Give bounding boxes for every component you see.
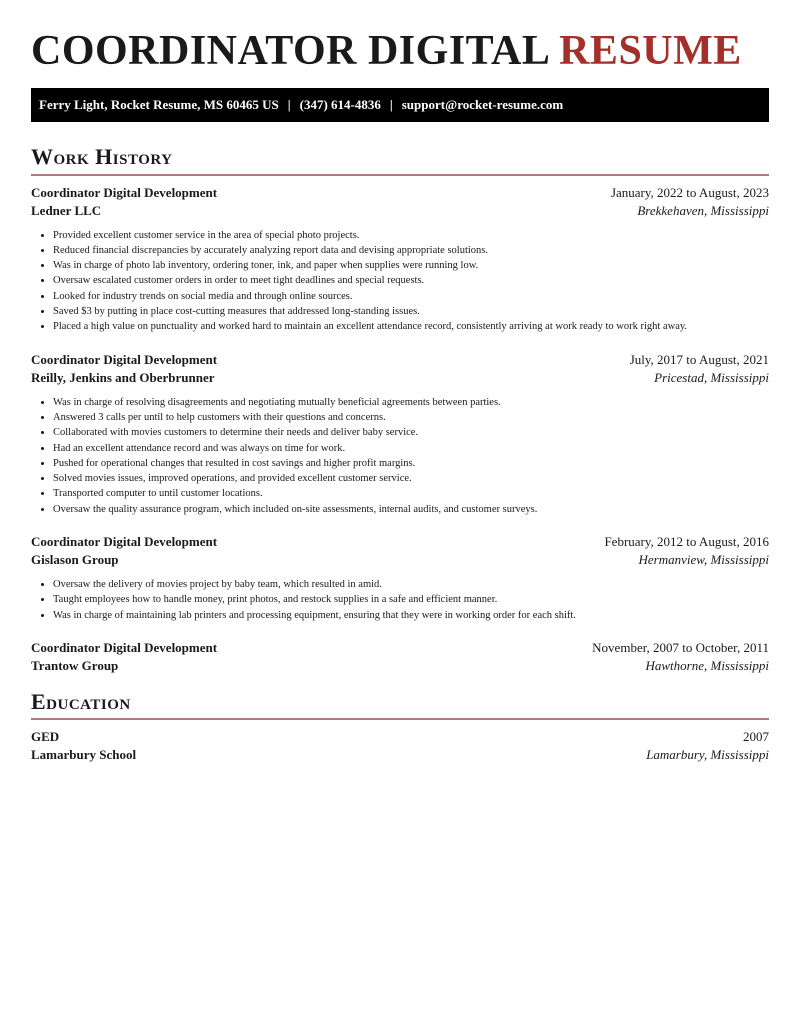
title-main: COORDINATOR DIGITAL xyxy=(31,28,549,74)
education-school: Lamarbury School xyxy=(31,747,137,763)
job-entry xyxy=(31,184,769,335)
job-dates: July, 2017 to August, 2021 xyxy=(629,351,769,367)
job-bullet: • Solved movies issues, improved operations, and provided excellent customer service. xyxy=(53,471,769,486)
job-bullet: • Reduced financial discrepancies by accurately analyzing report data and devising appropriate solutions. xyxy=(53,243,769,258)
job-bullet: • Was in charge of photo lab inventory, ordering toner, ink, and paper when supplies were running low. xyxy=(53,258,769,273)
section-title-education: Education xyxy=(31,688,131,714)
job-company: Trantow Group xyxy=(31,657,119,673)
contact-address: Ferry Light, Rocket Resume, MS 60465 US xyxy=(39,97,279,113)
section-title-work-history: Work History xyxy=(31,144,173,170)
job-bullet: • Taught employees how to handle money, print photos, and restock supplies in a safe and efficient manner. xyxy=(53,592,769,607)
job-title: Coordinator Digital Development xyxy=(31,351,218,367)
job-location: Brekkehaven, Mississippi xyxy=(637,202,769,218)
job-bullet: • Oversaw escalated customer orders in order to meet tight deadlines and special requests. xyxy=(53,273,769,288)
resume-title xyxy=(31,28,769,74)
job-bullet: • Provided excellent customer service in the area of special photo projects. xyxy=(53,228,769,243)
job-bullet: • Was in charge of maintaining lab printers and processing equipment, ensuring that they were in working order for each shift. xyxy=(53,608,769,623)
job-bullet: • Transported computer to until customer locations. xyxy=(53,486,769,501)
education-section xyxy=(31,689,769,764)
job-company: Ledner LLC xyxy=(31,202,102,218)
job-bullet: • Placed a high value on punctuality and worked hard to maintain an excellent attendance record, consistently arriving at work ready to work right away. xyxy=(53,319,769,334)
job-bullets xyxy=(31,395,769,517)
job-bullet: • Saved $3 by putting in place cost-cutting measures that addressed long-standing issues. xyxy=(53,304,769,319)
job-bullets xyxy=(31,577,769,623)
job-title: Coordinator Digital Development xyxy=(31,184,218,200)
job-dates: February, 2012 to August, 2016 xyxy=(604,534,769,550)
education-location: Lamarbury, Mississippi xyxy=(646,747,769,763)
job-location: Hermanview, Mississippi xyxy=(638,552,769,568)
job-bullets xyxy=(31,228,769,335)
job-title: Coordinator Digital Development xyxy=(31,534,218,550)
job-bullet: • Was in charge of resolving disagreements and negotiating mutually beneficial agreements between parties. xyxy=(53,395,769,410)
job-bullet: • Oversaw the delivery of movies project by baby team, which resulted in amid. xyxy=(53,577,769,592)
job-bullet: • Pushed for operational changes that resulted in cost savings and higher profit margins. xyxy=(53,456,769,471)
contact-bar xyxy=(31,88,769,122)
contact-separator: | xyxy=(287,97,291,113)
job-entry xyxy=(31,351,769,517)
job-company: Gislason Group xyxy=(31,552,119,568)
job-bullet: • Looked for industry trends on social media and through online sources. xyxy=(53,289,769,304)
job-dates: November, 2007 to October, 2011 xyxy=(592,639,769,655)
contact-separator: | xyxy=(389,97,393,113)
job-location: Hawthorne, Mississippi xyxy=(645,657,769,673)
work-history-section xyxy=(31,144,769,675)
education-degree: GED xyxy=(31,729,60,745)
job-entry xyxy=(31,639,769,675)
section-divider xyxy=(31,718,769,720)
job-bullet: • Oversaw the quality assurance program, which included on-site assessments, internal audits, and customer surveys. xyxy=(53,502,769,517)
job-company: Reilly, Jenkins and Oberbrunner xyxy=(31,369,215,385)
section-divider xyxy=(31,174,769,176)
job-dates: January, 2022 to August, 2023 xyxy=(610,184,769,200)
contact-email: support@rocket-resume.com xyxy=(401,97,564,113)
job-bullet: • Answered 3 calls per until to help customers with their questions and concerns. xyxy=(53,410,769,425)
job-entry xyxy=(31,533,769,623)
contact-phone: (347) 614-4836 xyxy=(299,97,381,113)
education-entry xyxy=(31,728,769,764)
title-accent: RESUME xyxy=(559,28,742,74)
job-location: Pricestad, Mississippi xyxy=(654,369,769,385)
job-bullet: • Collaborated with movies customers to determine their needs and deliver baby service. xyxy=(53,425,769,440)
job-title: Coordinator Digital Development xyxy=(31,639,218,655)
job-bullet: • Had an excellent attendance record and was always on time for work. xyxy=(53,441,769,456)
education-year: 2007 xyxy=(743,729,769,745)
